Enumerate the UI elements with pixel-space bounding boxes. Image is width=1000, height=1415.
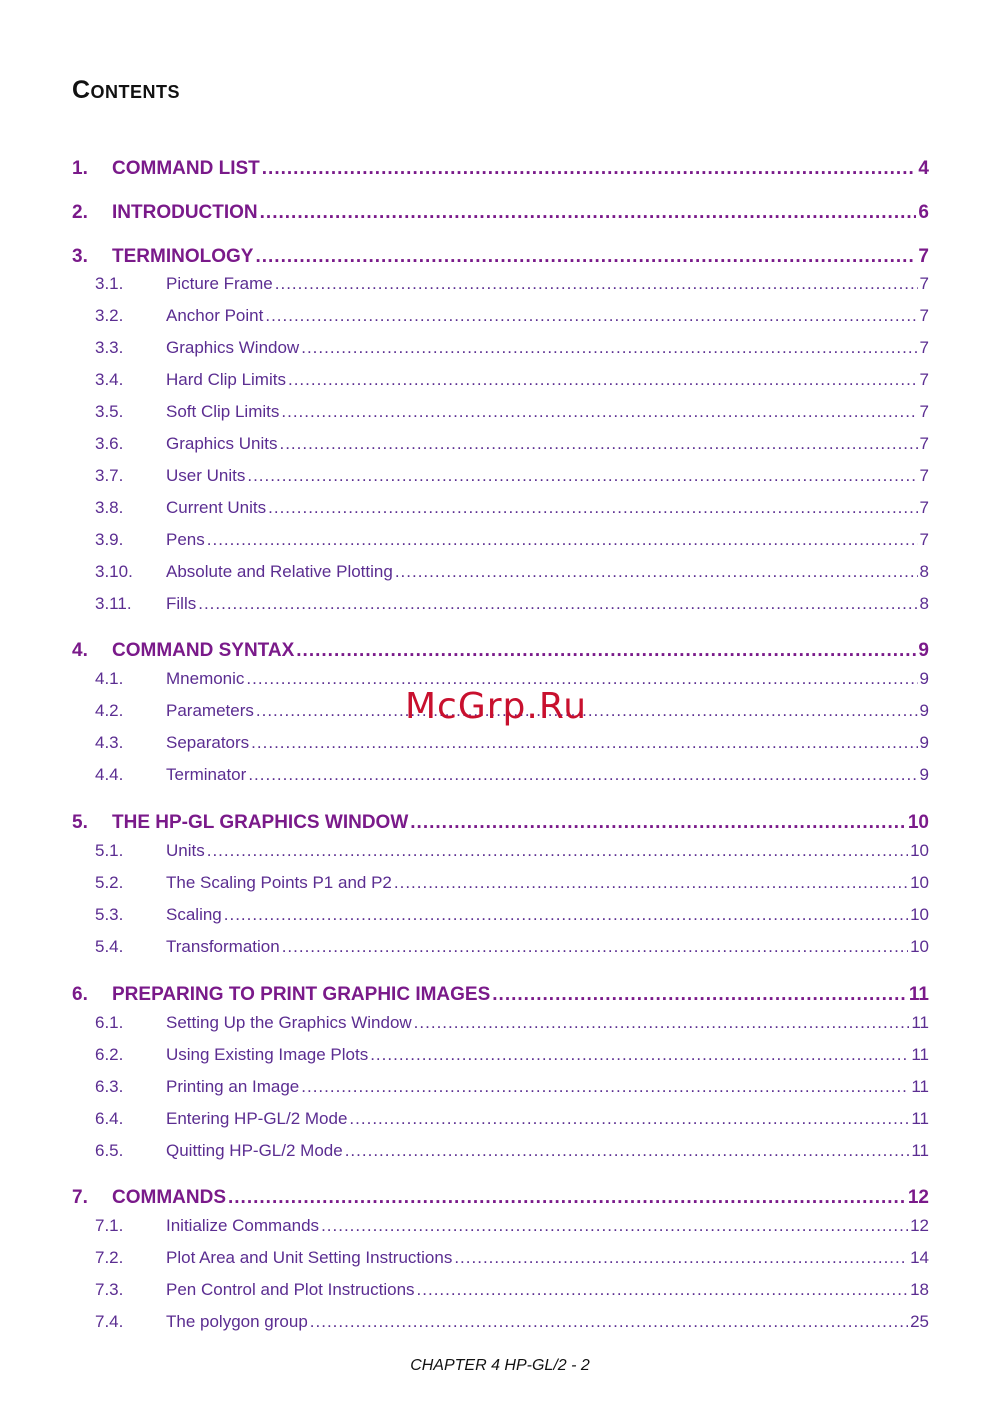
entry-number: 5. xyxy=(72,812,88,833)
dot-leader xyxy=(345,1141,910,1161)
entry-label: Fills xyxy=(166,594,197,613)
entry-number: 2. xyxy=(72,202,88,223)
entry-label: Soft Clip Limits xyxy=(166,402,280,421)
entry-number: 4. xyxy=(72,640,88,661)
toc-chapter-entry[interactable] xyxy=(72,812,929,834)
entry-label: COMMANDS xyxy=(112,1187,226,1208)
entry-label: Hard Clip Limits xyxy=(166,370,286,389)
entry-page-number: 6 xyxy=(918,202,929,223)
toc-chapter-entry[interactable] xyxy=(72,1187,929,1209)
toc-section-entry[interactable] xyxy=(72,274,929,294)
entry-page-number: 11 xyxy=(908,984,929,1005)
entry-label: Transformation xyxy=(166,937,280,956)
entry-label: Entering HP-GL/2 Mode xyxy=(166,1109,348,1128)
entry-number: 3.8. xyxy=(95,498,124,517)
toc-chapter-entry[interactable] xyxy=(72,246,929,268)
entry-number: 6.5. xyxy=(95,1141,124,1160)
toc-section-entry[interactable] xyxy=(72,1248,929,1268)
dot-leader xyxy=(394,873,908,893)
entry-label: Current Units xyxy=(166,498,267,517)
dot-leader xyxy=(321,1216,908,1236)
toc-section-entry[interactable] xyxy=(72,1013,929,1033)
entry-page-number: 11 xyxy=(911,1077,929,1096)
entry-page-number: 7 xyxy=(919,530,929,549)
entry-label: Pens xyxy=(166,530,205,549)
dot-leader xyxy=(410,812,906,834)
entry-page-number: 11 xyxy=(911,1045,929,1064)
toc-section-entry[interactable] xyxy=(72,841,929,861)
entry-label: Anchor Point xyxy=(166,306,264,325)
toc-section-entry[interactable] xyxy=(72,1077,929,1097)
toc-section-entry[interactable] xyxy=(72,594,929,614)
entry-label: THE HP-GL GRAPHICS WINDOW xyxy=(112,812,409,833)
entry-page-number: 7 xyxy=(919,338,929,357)
entry-label: Separators xyxy=(166,733,250,752)
entry-number: 6.3. xyxy=(95,1077,124,1096)
dot-leader xyxy=(296,640,916,662)
entry-label: Quitting HP-GL/2 Mode xyxy=(166,1141,343,1160)
dot-leader xyxy=(198,594,917,614)
entry-number: 4.1. xyxy=(95,669,124,688)
entry-page-number: 12 xyxy=(910,1216,929,1235)
dot-leader xyxy=(370,1045,909,1065)
entry-page-number: 7 xyxy=(919,370,929,389)
entry-label: Pen Control and Plot Instructions xyxy=(166,1280,415,1299)
dot-leader xyxy=(395,562,918,582)
dot-leader xyxy=(247,466,917,486)
entry-number: 7.1. xyxy=(95,1216,124,1235)
toc-chapter-entry[interactable] xyxy=(72,984,929,1006)
entry-page-number: 10 xyxy=(910,905,929,924)
entry-number: 5.3. xyxy=(95,905,124,924)
dot-leader xyxy=(251,733,917,753)
toc-section-entry[interactable] xyxy=(72,1045,929,1065)
entry-label: Graphics Units xyxy=(166,434,278,453)
entry-page-number: 9 xyxy=(918,640,929,661)
entry-label: Graphics Window xyxy=(166,338,300,357)
entry-number: 3. xyxy=(72,246,88,267)
entry-page-number: 7 xyxy=(919,306,929,325)
entry-label: The Scaling Points P1 and P2 xyxy=(166,873,392,892)
dot-leader xyxy=(349,1109,909,1129)
entry-page-number: 10 xyxy=(910,873,929,892)
dot-leader xyxy=(275,274,918,294)
dot-leader xyxy=(207,530,918,550)
toc-chapter-entry[interactable] xyxy=(72,640,929,662)
toc-section-entry[interactable] xyxy=(72,873,929,893)
dot-leader xyxy=(268,498,917,518)
entry-number: 3.5. xyxy=(95,402,124,421)
entry-page-number: 9 xyxy=(919,765,929,784)
dot-leader xyxy=(255,246,916,268)
dot-leader xyxy=(288,370,918,390)
entry-number: 4.4. xyxy=(95,765,124,784)
toc-section-entry[interactable] xyxy=(72,1312,929,1332)
entry-page-number: 18 xyxy=(910,1280,929,1299)
entry-label: Terminator xyxy=(166,765,247,784)
entry-page-number: 12 xyxy=(907,1187,929,1208)
dot-leader xyxy=(265,306,917,326)
entry-page-number: 11 xyxy=(911,1141,929,1160)
toc-section-entry[interactable] xyxy=(72,1141,929,1161)
toc-section-entry[interactable] xyxy=(72,402,929,422)
entry-number: 5.1. xyxy=(95,841,124,860)
toc-section-entry[interactable] xyxy=(72,466,929,486)
dot-leader xyxy=(310,1312,908,1332)
toc-section-entry[interactable] xyxy=(72,1216,929,1236)
dot-leader xyxy=(279,434,917,454)
entry-number: 3.7. xyxy=(95,466,124,485)
entry-label: The polygon group xyxy=(166,1312,308,1331)
entry-label: User Units xyxy=(166,466,246,485)
dot-leader xyxy=(282,937,908,957)
entry-label: Picture Frame xyxy=(166,274,273,293)
dot-leader xyxy=(301,338,917,358)
dot-leader xyxy=(301,1077,909,1097)
entry-number: 7.2. xyxy=(95,1248,124,1267)
dot-leader xyxy=(207,841,908,861)
entry-label: Setting Up the Graphics Window xyxy=(166,1013,412,1032)
entry-number: 4.3. xyxy=(95,733,124,752)
entry-label: TERMINOLOGY xyxy=(112,246,254,267)
entry-label: Using Existing Image Plots xyxy=(166,1045,369,1064)
entry-label: COMMAND SYNTAX xyxy=(112,640,295,661)
dot-leader xyxy=(224,905,908,925)
entry-number: 3.11. xyxy=(95,594,132,613)
dot-leader xyxy=(228,1187,906,1209)
toc-section-entry[interactable] xyxy=(72,562,929,582)
entry-page-number: 8 xyxy=(919,594,929,613)
watermark-logo: McGrp.Ru xyxy=(405,686,588,727)
entry-number: 7.4. xyxy=(95,1312,124,1331)
dot-leader xyxy=(281,402,917,422)
entry-page-number: 9 xyxy=(919,701,929,720)
entry-page-number: 7 xyxy=(919,402,929,421)
dot-leader xyxy=(260,202,917,224)
entry-label: INTRODUCTION xyxy=(112,202,258,223)
toc-chapter-entry[interactable] xyxy=(72,158,929,180)
entry-number: 3.3. xyxy=(95,338,124,357)
entry-label: Scaling xyxy=(166,905,222,924)
toc-chapter-entry[interactable] xyxy=(72,202,929,224)
entry-number: 3.1. xyxy=(95,274,124,293)
toc-section-entry[interactable] xyxy=(72,498,929,518)
entry-label: Initialize Commands xyxy=(166,1216,320,1235)
entry-label: Plot Area and Unit Setting Instructions xyxy=(166,1248,453,1267)
entry-number: 6.4. xyxy=(95,1109,124,1128)
entry-number: 6.2. xyxy=(95,1045,124,1064)
entry-page-number: 14 xyxy=(910,1248,929,1267)
dot-leader xyxy=(454,1248,908,1268)
entry-label: PREPARING TO PRINT GRAPHIC IMAGES xyxy=(112,984,491,1005)
dot-leader xyxy=(414,1013,910,1033)
entry-number: 3.9. xyxy=(95,530,124,549)
entry-number: 6. xyxy=(72,984,88,1005)
entry-number: 5.4. xyxy=(95,937,124,956)
entry-label: Units xyxy=(166,841,205,860)
entry-page-number: 7 xyxy=(919,434,929,453)
entry-number: 7.3. xyxy=(95,1280,124,1299)
entry-number: 4.2. xyxy=(95,701,124,720)
page-footer: CHAPTER 4 HP-GL/2 - 2 xyxy=(410,1357,590,1374)
entry-page-number: 25 xyxy=(910,1312,929,1331)
toc-section-entry[interactable] xyxy=(72,434,929,454)
entry-number: 3.6. xyxy=(95,434,124,453)
entry-number: 5.2. xyxy=(95,873,124,892)
entry-number: 1. xyxy=(72,158,88,179)
toc-section-entry[interactable] xyxy=(72,338,929,358)
entry-number: 3.2. xyxy=(95,306,124,325)
entry-page-number: 7 xyxy=(918,246,929,267)
toc-section-entry[interactable] xyxy=(72,937,929,957)
dot-leader xyxy=(417,1280,909,1300)
toc-section-entry[interactable] xyxy=(72,1280,929,1300)
entry-page-number: 11 xyxy=(911,1013,929,1032)
toc-section-entry[interactable] xyxy=(72,530,929,550)
toc-section-entry[interactable] xyxy=(72,733,929,753)
toc-section-entry[interactable] xyxy=(72,765,929,785)
entry-page-number: 4 xyxy=(918,158,929,179)
entry-label: Parameters xyxy=(166,701,254,720)
entry-page-number: 11 xyxy=(911,1109,929,1128)
entry-page-number: 7 xyxy=(919,498,929,517)
entry-number: 6.1. xyxy=(95,1013,124,1032)
toc-section-entry[interactable] xyxy=(72,905,929,925)
toc-section-entry[interactable] xyxy=(72,1109,929,1129)
entry-number: 3.4. xyxy=(95,370,124,389)
dot-leader xyxy=(492,984,907,1006)
dot-leader xyxy=(262,158,917,180)
entry-page-number: 10 xyxy=(910,937,929,956)
entry-label: COMMAND LIST xyxy=(112,158,260,179)
entry-number: 3.10. xyxy=(95,562,133,581)
entry-page-number: 9 xyxy=(919,733,929,752)
toc-section-entry[interactable] xyxy=(72,370,929,390)
entry-page-number: 7 xyxy=(919,274,929,293)
entry-label: Printing an Image xyxy=(166,1077,300,1096)
entry-page-number: 8 xyxy=(919,562,929,581)
page-title: Contents xyxy=(72,76,181,104)
entry-page-number: 7 xyxy=(919,466,929,485)
entry-page-number: 9 xyxy=(919,669,929,688)
entry-label: Absolute and Relative Plotting xyxy=(166,562,393,581)
entry-page-number: 10 xyxy=(907,812,929,833)
entry-page-number: 10 xyxy=(910,841,929,860)
toc-section-entry[interactable] xyxy=(72,306,929,326)
entry-number: 7. xyxy=(72,1187,88,1208)
dot-leader xyxy=(248,765,917,785)
entry-label: Mnemonic xyxy=(166,669,245,688)
